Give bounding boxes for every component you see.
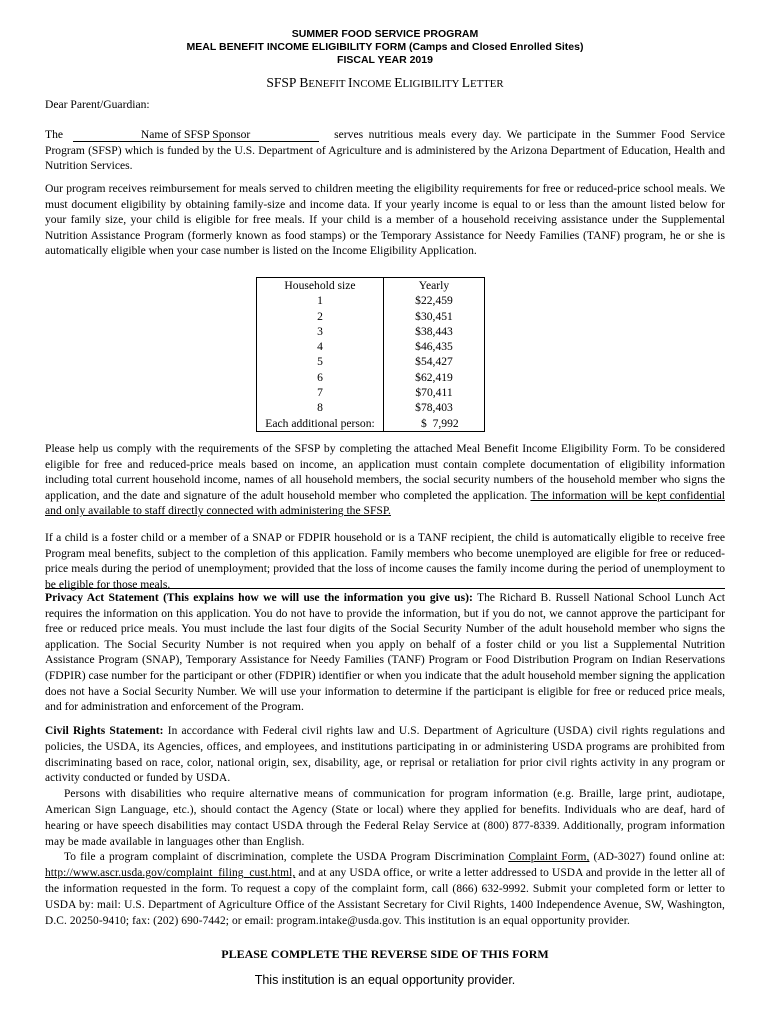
section-divider [45,588,725,589]
table-header-row [257,278,485,294]
table-row: 6 $62,419 [257,370,485,385]
table-row: 7 $70,411 [257,385,485,400]
table-row: Each additional person: $ 7,992 [257,416,485,432]
fiscal-year-header: FISCAL YEAR 2019 [337,54,433,66]
civil-rights-paragraph-3: To file a program complaint of discrimination, complete the USDA Program Discrimination Complaint Form, (AD-3027) found online at: http://www.ascr.usda.gov/complaint_filing_cust.html, and at any USDA office, or write a letter addressed to USDA and provide in the letter all of the information requested in the form. To request a copy of the complaint form, call (866) 632-9992. Submit your completed form or letter to USDA by: mail: U.S. Department of Agriculture Office of the Assistant Secretary for Civil Rights, 1400 Independence Avenue, SW, Washington, D.C. 20250-9410; fax: (202) 690-7442; or email: program.intake@usda.gov. This institution is an equal opportunity provider. [45,851,725,927]
table-row: 2 $30,451 [257,309,485,324]
form-name-header: MEAL BENEFIT INCOME ELIGIBILITY FORM (Camps and Closed Enrolled Sites) [186,41,584,53]
table-row: 8 $78,403 [257,400,485,415]
civil-rights-statement [45,724,725,929]
comply-paragraph: Please help us comply with the requirements of the SFSP by completing the attached Meal Benefit Income Eligibility Form. To be considered eligible for free and reduced-price meals based on income, an application must contain complete documentation of eligibility information including total current household income, names of all household members, the social security numbers of the household member who signs the application, and the date and signature of the adult household member who completed the application. The information will be kept confidential and only available to staff directly connected with administering the SFSP. [45,442,725,518]
complaint-url-link[interactable]: http://www.ascr.usda.gov/complaint_filing_cust.html, [45,867,296,880]
complaint-form-link[interactable]: Complaint Form, [508,851,590,864]
privacy-heading: Privacy Act Statement (This explains how we will use the information you give us): [45,591,473,604]
greeting: Dear Parent/Guardian: [45,98,150,111]
letter-title: SFSP BENEFIT INCOME ELIGIBILITY LETTER [266,75,504,90]
sponsor-name-field[interactable]: Name of SFSP Sponsor [73,128,319,142]
table-row: 4 $46,435 [257,339,485,354]
reverse-side-notice: PLEASE COMPLETE THE REVERSE SIDE OF THIS FORM [221,947,549,961]
table-row: 1 $22,459 [257,293,485,308]
civil-rights-paragraph-1: Civil Rights Statement: In accordance with Federal civil rights law and U.S. Department of Agriculture (USDA) civil rights regulations and policies, the USDA, its Agencies, offices, and employees, and institutions participating in or administering USDA programs are prohibited from discriminating based on race, color, national origin, sex, disability, age, or reprisal or retaliation for prior civil rights activity in any program or activity conducted or funded by USDA. [45,725,725,785]
yearly-header: Yearly [384,278,485,294]
foster-child-paragraph: If a child is a foster child or a member of a SNAP or FDPIR household or is a TANF recipient, the child is automatically eligible to receive free Program meal benefits, subject to the completion of this application. Family members who become unemployed are eligible for free or reduced-price meals during the period of unemployment; provided that the loss of income causes the family income during the period of unemployment to be eligible for those meals. [45,531,725,591]
income-eligibility-table [256,277,485,432]
reimbursement-paragraph: Our program receives reimbursement for meals served to children meeting the eligibility requirements for free or reduced-price school meals. We must document eligibility by obtaining family-size and income data. If your yearly income is equal to or less than the amount listed below for your family size, your child is eligible for free meals. If your child is a member of a household receiving assistance under the Supplemental Nutrition Assistance Program (formerly known as food stamps) or the Temporary Assistance for Needy Families (TANF) program, he or she is automatically eligible when your case number is listed on the Income Eligibility Application. [45,182,725,258]
privacy-act-statement: Privacy Act Statement (This explains how we will use the information you give us): The Richard B. Russell National School Lunch Act requires the information on this application. You do not have to provide the information, but if you do not, we cannot approve the participant for free or reduced price meals. You must include the last four digits of the Social Security Number of the adult household member who signs the application. The Social Security Number is not required when you apply on behalf of a foster child or you list a Supplemental Nutrition Assistance Program (SNAP), Temporary Assistance for Needy Families (TANF) Program or Food Distribution Program on Indian Reservations (FDPIR) case number for the participant or other (FDPIR) identifier or when you indicate that the adult household member signing the application does not have a Social Security Number. We will use your information to determine if the participant is eligible for free or reduced price meals, and for administration and enforcement of the Program. [45,591,725,714]
footer-equal-opportunity: This institution is an equal opportunity provider. [254,973,516,987]
civil-rights-paragraph-2: Persons with disabilities who require alternative means of communication for program information (e.g. Braille, large print, audiotape, American Sign Language, etc.), should contact the Agency (State or local) where they applied for benefits. Individuals who are deaf, hard of hearing or have speech disabilities may contact USDA through the Federal Relay Service at (800) 877-8339. Additionally, program information may be made available in languages other than English. [45,788,725,848]
household-size-header: Household size [257,278,384,294]
confidentiality-note: The information will be kept confidential and only available to staff directly connected with administering the SFSP. [45,488,725,518]
table-row: 5 $54,427 [257,354,485,369]
table-row: 3 $38,443 [257,324,485,339]
intro-paragraph: The Name of SFSP Sponsor serves nutritious meals every day. We participate in the Summer Food Service Program (SFSP) which is funded by the U.S. Department of Agriculture and is administered by the Arizona Department of Education, Health and Nutrition Services. [45,128,726,173]
civil-rights-heading: Civil Rights Statement: [45,725,164,737]
program-name-header: SUMMER FOOD SERVICE PROGRAM [291,28,479,40]
